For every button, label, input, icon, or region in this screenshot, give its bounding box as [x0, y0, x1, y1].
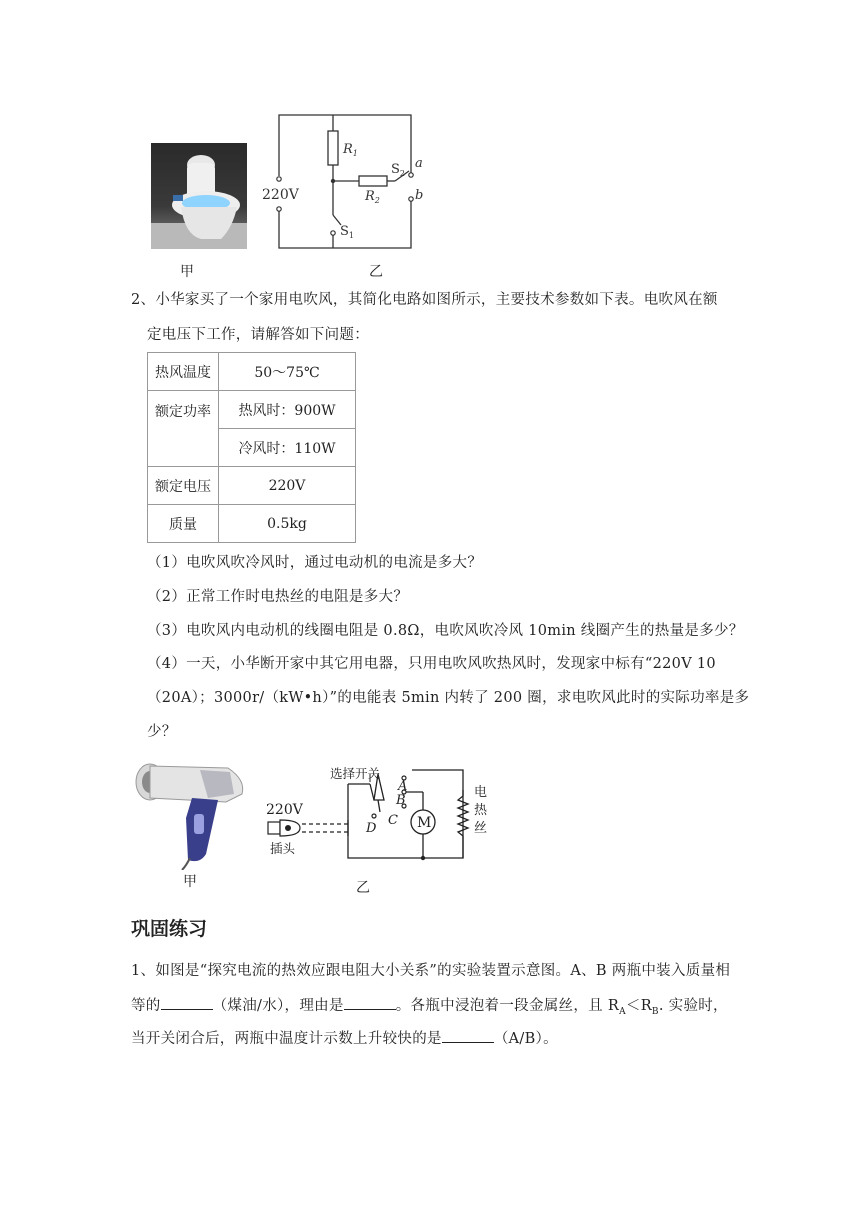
text-segment: （煤油/水），理由是 [212, 998, 344, 1014]
question2-stem-line1: 2、小华家买了一个家用电吹风，其简化电路如图所示，主要技术参数如下表。电吹风在额 [131, 292, 718, 308]
question2-sub1: （1）电吹风吹冷风时，通过电动机的电流是多大？ [147, 555, 483, 571]
terminal-b-label: B [396, 793, 406, 808]
s2-label: $S_2$ [391, 162, 405, 178]
toilet-icon [151, 143, 247, 249]
terminal-c-label: C [388, 813, 398, 828]
text-segment: 当开关闭合后，两瓶中温度计示数上升较快的是 [131, 1031, 442, 1047]
table-cell: 0.5kg [219, 505, 356, 543]
plug-icon [268, 822, 280, 834]
table-cell: 热风时：900W [219, 391, 356, 429]
section-title: 巩固练习 [131, 918, 208, 940]
switch-label: 选择开关 [330, 766, 381, 781]
heater-label-3: 丝 [474, 821, 488, 836]
table-row [148, 391, 356, 429]
table-cell: 质量 [148, 505, 219, 543]
consolidation-q1-line2 [131, 994, 728, 1022]
figure2-caption-left: 甲 [183, 874, 197, 890]
consolidation-q1-line1: 1、如图是“探究电流的热效应跟电阻大小关系”的实验装置示意图。A、B 两瓶中装入质量相 [131, 963, 731, 979]
table-cell: 额定电压 [148, 467, 219, 505]
answer-blank[interactable] [344, 994, 396, 1010]
motor-label: M [417, 815, 432, 831]
text-segment: 。各瓶中浸泡着一段金属丝，且 R [395, 998, 620, 1014]
answer-blank[interactable] [442, 1027, 494, 1043]
table-row [148, 505, 356, 543]
subscript: B [651, 1006, 659, 1017]
plug-label: 插头 [270, 841, 296, 856]
s1-label: $S_1$ [340, 224, 354, 240]
terminal-d-label: D [366, 821, 377, 836]
circuit-diagram-2 [258, 760, 498, 872]
table-cell: 220V [219, 467, 356, 505]
question2-sub4-line3: 少？ [147, 724, 177, 740]
subscript: A [619, 1006, 626, 1017]
terminal-b-label: b [415, 188, 424, 203]
figure1-caption-right: 乙 [369, 264, 383, 280]
circuit1-voltage: 220V [262, 187, 299, 203]
terminal-a-label: A [398, 779, 408, 794]
circuit-diagram-1 [255, 107, 435, 255]
answer-blank[interactable] [161, 994, 213, 1010]
table-row [148, 467, 356, 505]
text-segment: . 实验时， [658, 998, 728, 1014]
r2-label: $R_2$ [365, 189, 380, 205]
table-cell: 额定功率 [148, 391, 219, 467]
r1-label: $R_1$ [343, 142, 358, 158]
spec-table [147, 352, 356, 543]
circuit2-voltage: 220V [266, 802, 303, 818]
hairdryer-icon [136, 764, 243, 870]
hairdryer-photo [130, 758, 248, 870]
terminal-a-label: a [415, 156, 423, 171]
toilet-photo [151, 143, 247, 249]
table-row [148, 353, 356, 391]
question2-sub2: （2）正常工作时电热丝的电阻是多大？ [147, 589, 409, 605]
heater-label-2: 热 [474, 803, 488, 818]
table-cell: 冷风时：110W [219, 429, 356, 467]
question2-stem-line2: 定电压下工作，请解答如下问题： [147, 327, 369, 343]
text-segment: 等的 [131, 998, 161, 1014]
question2-sub4-line2: （20A）；3000r/（kW•h）”的电能表 5min 内转了 200 圈，求电吹风此时的实际功率是多 [147, 690, 750, 706]
question2-sub3: （3）电吹风内电动机的线圈电阻是 0.8Ω，电吹风吹冷风 10min 线圈产生的热量是多少？ [147, 623, 744, 639]
text-segment: （A/B）。 [493, 1031, 558, 1047]
figure2-caption-right: 乙 [356, 880, 370, 896]
heater-label-1: 电 [474, 785, 488, 800]
consolidation-q1-line3 [131, 1027, 558, 1049]
table-cell: 50～75℃ [219, 353, 356, 391]
question2-sub4-line1: （4）一天，小华断开家中其它用电器，只用电吹风吹热风时，发现家中标有“220V 10 [147, 656, 716, 672]
figure1-caption-left: 甲 [180, 264, 194, 280]
table-cell: 热风温度 [148, 353, 219, 391]
text-segment: ＜R [625, 998, 652, 1014]
